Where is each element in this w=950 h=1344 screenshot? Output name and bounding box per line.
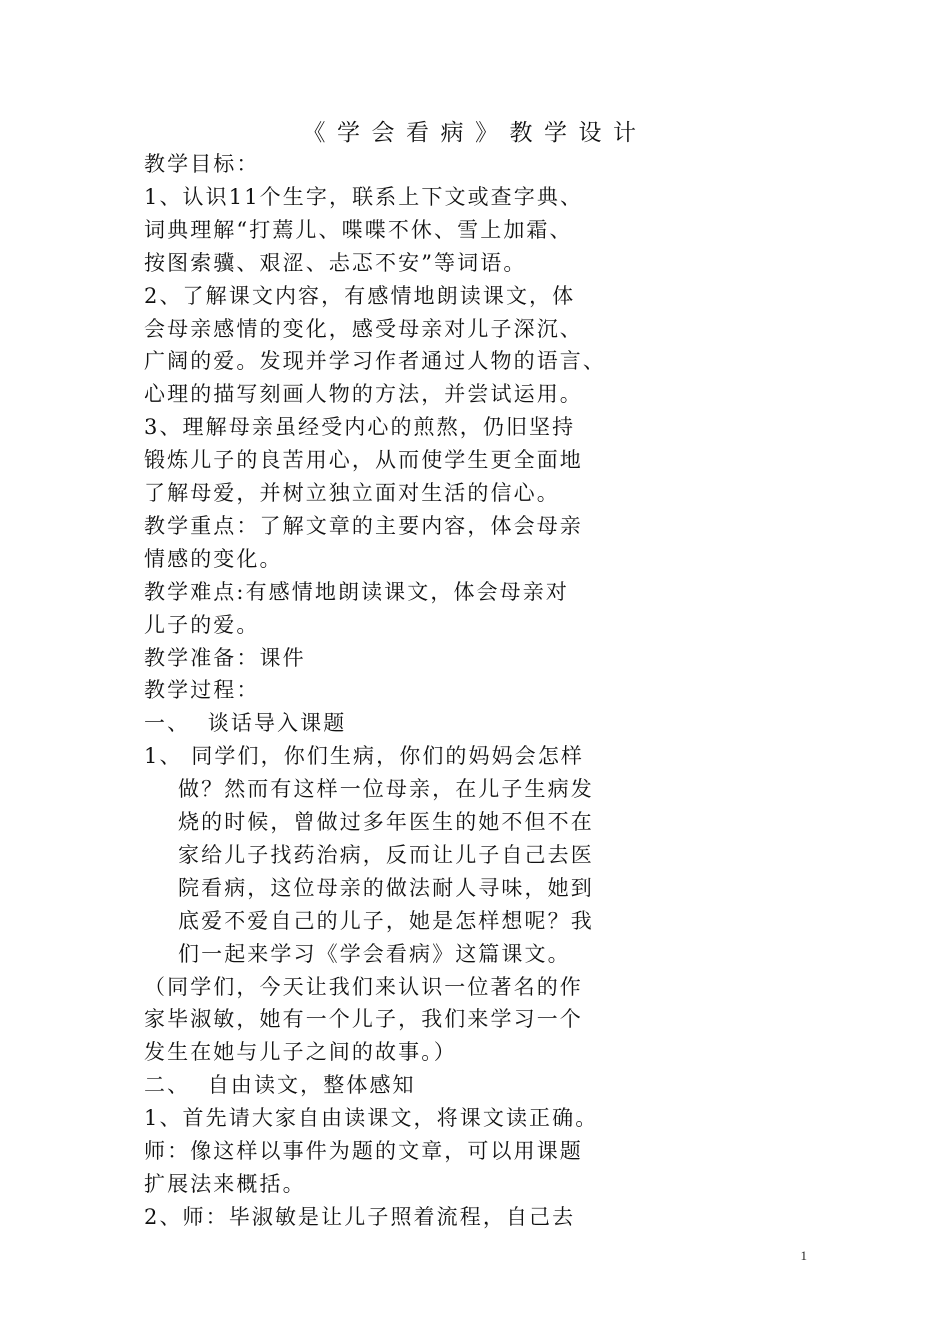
text-line: 心理的描写刻画人物的方法，并尝试运用。 xyxy=(144,382,583,407)
text-line: 1、 同学们，你们生病，你们的妈妈会怎样 xyxy=(144,744,585,769)
text-line: 按图索骥、艰涩、忐忑不安”等词语。 xyxy=(144,250,527,275)
text-line: 情感的变化。 xyxy=(144,546,283,571)
text-line: 教学准备：课件 xyxy=(144,645,306,670)
text-line: 2、师：毕淑敏是让儿子照着流程，自己去 xyxy=(144,1204,576,1229)
text-line: 发生在她与儿子之间的故事。） xyxy=(144,1040,457,1065)
text-line: 1、首先请大家自由读课文，将课文读正确。 xyxy=(144,1106,599,1131)
text-line: 们一起来学习《学会看病》这篇课文。 xyxy=(178,941,571,966)
text-line: 教学过程： xyxy=(144,678,260,703)
text-line: 了解母爱，并树立独立面对生活的信心。 xyxy=(144,481,560,505)
text-line: 底爱不爱自己的儿子，她是怎样想呢？我 xyxy=(178,908,594,933)
document-title: 《学会看病》教学设计 xyxy=(302,120,648,146)
text-line: 教学重点：了解文章的主要内容，体会母亲 xyxy=(144,513,583,538)
text-line: 教学目标： xyxy=(144,152,260,176)
text-line: 家给儿子找药治病，反而让儿子自己去医 xyxy=(178,842,594,867)
text-line: 烧的时候，曾做过多年医生的她不但不在 xyxy=(178,810,594,834)
text-line: 扩展法来概括。 xyxy=(144,1171,306,1196)
text-line: 广阔的爱。发现并学习作者通过人物的语言、 xyxy=(144,349,606,374)
text-line: 二、 自由读文，整体感知 xyxy=(144,1073,416,1098)
text-line: 2、了解课文内容，有感情地朗读课文，体 xyxy=(144,283,576,308)
text-line: 院看病，这位母亲的做法耐人寻味，她到 xyxy=(178,875,594,900)
text-line: 师：像这样以事件为题的文章，可以用课题 xyxy=(144,1139,583,1163)
text-line: 儿子的爱。 xyxy=(144,612,260,637)
text-line: 1、认识11个生字，联系上下文或查字典、 xyxy=(144,184,584,209)
page-number: 1 xyxy=(800,1248,807,1263)
text-line: 会母亲感情的变化，感受母亲对儿子深沉、 xyxy=(144,316,583,341)
text-line: 一、 谈话导入课题 xyxy=(144,711,347,736)
text-line: 教学难点:有感情地朗读课文，体会母亲对 xyxy=(144,579,569,604)
text-line: （同学们，今天让我们来认识一位著名的作 xyxy=(144,974,583,999)
text-line: 家毕淑敏，她有一个儿子，我们来学习一个 xyxy=(144,1007,583,1032)
text-line: 做？然而有这样一位母亲，在儿子生病发 xyxy=(178,777,594,802)
text-line: 锻炼儿子的良苦用心，从而使学生更全面地 xyxy=(144,448,583,473)
text-line: 3、理解母亲虽经受内心的煎熬，仍旧坚持 xyxy=(144,415,576,440)
text-line: 词典理解“打蔫儿、喋喋不休、雪上加霜、 xyxy=(144,217,573,242)
